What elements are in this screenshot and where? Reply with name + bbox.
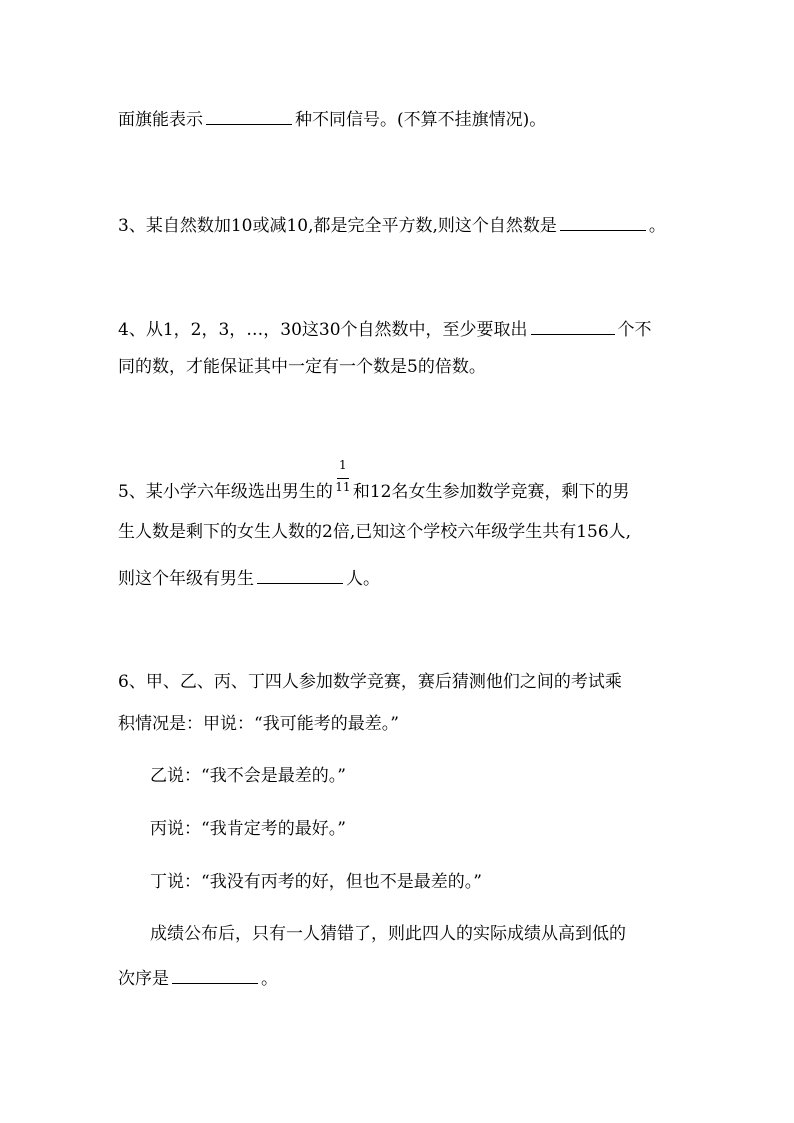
text: 。 xyxy=(648,216,666,236)
text: 乙说：“我不会是最差的。” xyxy=(150,766,346,786)
question-6-statement-yi xyxy=(150,764,346,788)
text: 和12名女生参加数学竞赛，剩下的男 xyxy=(352,482,630,502)
text: 面旗能表示 xyxy=(118,110,203,130)
text: 6、甲、乙、丙、丁四人参加数学竞赛，赛后猜测他们之间的考试乘 xyxy=(118,672,622,692)
question-4-line-2 xyxy=(118,355,486,379)
question-2-continuation xyxy=(118,106,546,130)
fraction-numerator: 1 xyxy=(339,457,347,472)
question-6-line-1 xyxy=(118,670,622,694)
question-5-line-1 xyxy=(118,457,630,504)
answer-blank[interactable] xyxy=(206,106,292,125)
text: 4、从1，2，3，…，30这30个自然数中，至少要取出 xyxy=(118,320,528,340)
fraction-one-eleventh xyxy=(335,457,351,505)
text: 次序是 xyxy=(118,969,169,989)
question-6-line-result xyxy=(150,922,626,946)
answer-blank[interactable] xyxy=(257,565,343,584)
text: 生人数是剩下的女生人数的2倍,已知这个学校六年级学生共有156人, xyxy=(118,522,632,542)
question-6-statement-ding xyxy=(150,870,482,894)
question-4-line-1 xyxy=(118,316,652,340)
text: 。 xyxy=(261,969,278,989)
text: 成绩公布后，只有一人猜错了，则此四人的实际成绩从高到低的 xyxy=(150,924,626,944)
text: 丙说：“我肯定考的最好。” xyxy=(150,819,346,839)
text: 5、某小学六年级选出男生的 xyxy=(118,482,333,502)
text: 种不同信号。(不算不挂旗情况)。 xyxy=(295,110,547,130)
question-5-line-3 xyxy=(118,565,380,589)
question-5-line-2 xyxy=(118,520,631,544)
text: 个不 xyxy=(617,320,652,340)
text: 积情况是：甲说：“我可能考的最差。” xyxy=(118,714,399,734)
question-3 xyxy=(118,212,666,236)
question-6-answer-line xyxy=(118,965,278,989)
text: 人。 xyxy=(346,569,380,589)
answer-blank[interactable] xyxy=(531,316,615,335)
text: 3、某自然数加10或减10,都是完全平方数,则这个自然数是 xyxy=(118,216,557,236)
question-6-statement-bing xyxy=(150,817,346,841)
text: 则这个年级有男生 xyxy=(118,569,254,589)
text: 同的数，才能保证其中一定有一个数是5的倍数。 xyxy=(118,357,486,377)
fraction-denominator: 11 xyxy=(335,479,351,494)
answer-blank[interactable] xyxy=(560,212,646,231)
answer-blank[interactable] xyxy=(172,965,258,984)
question-6-line-2 xyxy=(118,712,399,736)
text: 丁说：“我没有丙考的好，但也不是最差的。” xyxy=(150,872,482,892)
fraction-bar xyxy=(337,478,349,479)
